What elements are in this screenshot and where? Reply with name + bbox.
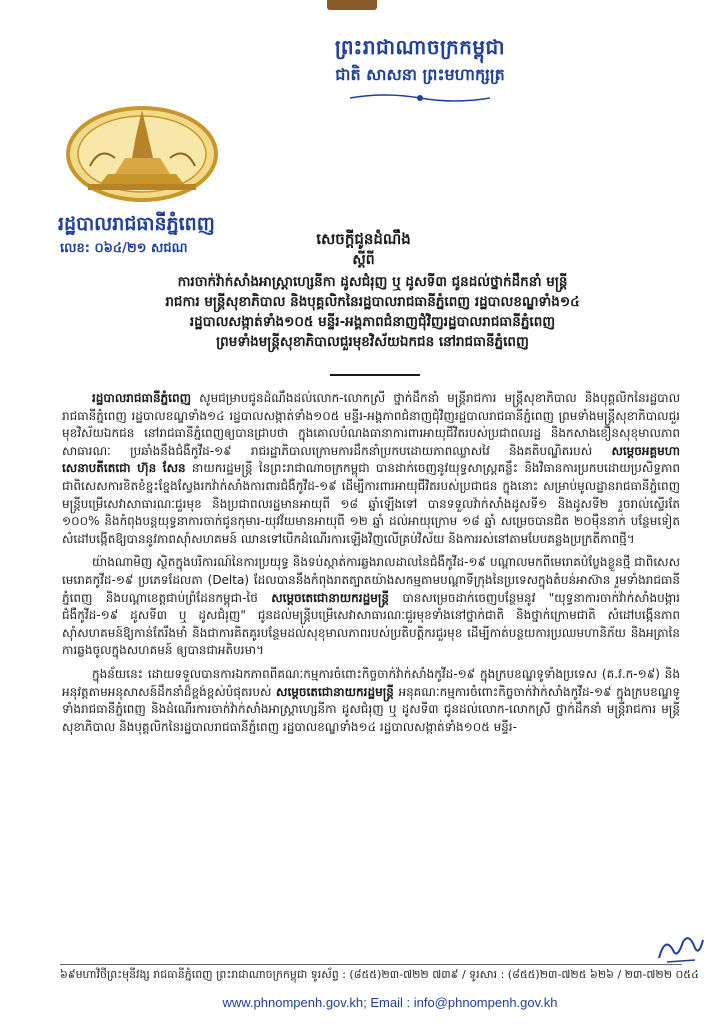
subject-line: ការចាក់វ៉ាក់សាំងអាស្ត្រាហ្សេនីកា ដូសជំរុញ ឬ ដូសទី៣ ជូនដល់ថ្នាក់ដឹកនាំ មន្ត្រី: [177, 274, 568, 290]
motto-flourish-icon: [350, 92, 490, 104]
document-about-label: ស្តីពី: [352, 252, 375, 268]
footer-divider: [60, 964, 682, 965]
paragraph-emphasis: សម្តេចអគ្គមហាសេនាបតីតេជោ ហ៊ុន សែន: [62, 443, 680, 476]
subject-line: រដ្ឋបាលសង្កាត់ទាំង១០៥ មន្ទីរ-អង្គភាពជំនាញជុំវិញរដ្ឋបាលរាជធានីភ្នំពេញ: [189, 314, 556, 330]
reference-number: លេខ: ០៦៤/២១ សជណ: [60, 241, 188, 256]
paragraph-text: បានសម្រេចដាក់ចេញបន្ថែមនូវ "យុទ្ធនាការចាក់វ៉ាក់សាំងបង្ការជំងឺកូវីដ-១៩ ដូសទី៣ ឬ ដូសជំរុញ" ជូនដល់មន្ត្រីបម្រើសេវាសាធារណៈជួរមុខទាំងនៅថ្នាក់ជាតិ និងថ្នាក់ក្រោមជាតិ សំដៅបង្កើនភាពស៊ាំសហគមន៍ឱ្យកាន់តែរឹងមាំ និងជាការគិតគូរបន្ថែមដល់សុខុមាលភាពរបស់ប្រតិបត្តិករជួរមុខ ដើម្បីកាត់បន្ថយការប្រឈមហានិភ័យ និងអត្រានៃការឆ្លងចូលក្នុងសហគមន៍ ឲ្យបានជាអតិបរមា។: [62, 590, 680, 658]
subject-divider: [330, 374, 420, 376]
paragraph-text: សូមជម្រាបជូនដំណឹងដល់លោក-លោកស្រី ថ្នាក់ដឹកនាំ មន្ត្រីរាជការ មន្ត្រីសុខាភិបាល និងបុគ្គលិកនៃរដ្ឋបាលរាជធានីភ្នំពេញ រដ្ឋបាលខណ្ឌទាំង១៤ រដ្ឋបាលសង្កាត់ទាំង១០៥ មន្ទីរ-អង្គភាពជំនាញជុំវិញរដ្ឋបាលរាជធានីភ្នំពេញ ព្រមទាំងមន្ត្រីសុខាភិបាលជួរមុខវិស័យឯកជន នៅរាជធានីភ្នំពេញឲ្យបានជ្រាបថា ក្នុងគោលបំណងធានាការពារអាយុជីវិតរបស់ប្រជាពលរដ្ឋ និងកសាងខឿនសុខុមាលភាពសាធារណៈ ប្រឆាំងនឹងជំងឺកូវីដ-១៩ រាជរដ្ឋាភិបាលក្រោមការដឹកនាំប្រកបដោយភាពឈ្លាសវៃ និងគតិបណ្ឌិតរបស់: [62, 391, 680, 458]
paragraph-text: យ៉ាងណាមិញ ស្ថិតក្នុងបរិការណ៍នៃការប្រយុទ្ធ និងទប់ស្កាត់ការឆ្លងរាលដាលនៃជំងឺកូវីដ-១៩ បណ្តាលមកពីមេរោគបំប្លែងខ្លួនថ្មី ជាពិសេសមេរោគកូវីដ-១៩ ប្រភេទដែលតា (Delta) ដែលបាននឹងកំពុងរាតត្បាតយ៉ាងសកម្មតាមបណ្តាទីក្រុងនៃប្រទេសក្នុងតំបន់អាស៊ាន រួមទាំងរាជធានីភ្នំពេញ និងបណ្តាខេត្តជាប់ព្រំដែនកម្ពុជា-ថៃ: [62, 555, 680, 605]
document-title: សេចក្តីជូនដំណឹង: [316, 230, 411, 248]
national-motto: ជាតិ សាសនា ព្រះមហាក្សត្រ: [335, 65, 505, 84]
paragraph-text: អនុគណៈកម្មការចំពោះកិច្ចចាក់វ៉ាក់សាំងកូវីដ-១៩ ក្នុងក្របខណ្ឌទូទាំងរាជធានីភ្នំពេញ និងដំណើរការចាក់វ៉ាក់សាំងអាស្ត្រាហ្សេនីកា ដូសជំរុញ ឬ ដូសទី៣ ជូនដល់លោក-លោកស្រី ថ្នាក់ដឹកនាំ មន្ត្រីរាជការ មន្ត្រីសុខាភិបាល និងបុគ្គលិកនៃរដ្ឋបាលរាជធានីភ្នំពេញ រដ្ឋបាលខណ្ឌទាំង១៤ រដ្ឋបាលសង្កាត់ទាំង១០៥ មន្ទីរ-: [62, 684, 681, 734]
kingdom-heading: ព្រះរាជាណាចក្រកម្ពុជា: [334, 35, 506, 59]
subject-line: រាជការ មន្ត្រីសុខាភិបាល និងបុគ្គលិកនៃរដ្ឋបាលរាជធានីភ្នំពេញ រដ្ឋបាលខណ្ឌទាំង១៤: [165, 294, 580, 310]
footer-address: ៦៩មហាវិថីព្រះមុនីវង្ស រាជធានីភ្នំពេញ ព្រះរាជាណាចក្រកម្ពុជា ទូរស័ព្ទ : (៨៥៥)២៣-៧២២ ៧៣៩ / ទូរសារ : (៨៥៥)២៣-៧២៥ ៦២៦ / ២៣-៧២២ ០៥៤: [60, 968, 699, 981]
issuing-authority: រដ្ឋបាលរាជធានីភ្នំពេញ: [58, 213, 215, 235]
body-paragraph-1: [62, 390, 680, 548]
top-page-mark: [327, 0, 377, 10]
phnom-penh-emblem-icon: [60, 96, 225, 206]
document-body: [62, 390, 680, 742]
initials-signature-icon: [655, 930, 705, 966]
paragraph-text: នាយករដ្ឋមន្ត្រី នៃព្រះរាជាណាចក្រកម្ពុជា បានដាក់ចេញនូវយុទ្ធសាស្ត្រគន្លឹះ និងវិធានការប្រកបដោយប្រសិទ្ធភាព ជាពិសេសការខិតខំខ្នះខ្នែងស្វែងរកវ៉ាក់សាំងការពារជំងឺកូវីដ-១៩ ដើម្បីការពារអាយុជីវិតរបស់ប្រជាជន ក្នុងនោះ សម្រាប់មូលដ្ឋានរាជធានីភ្នំពេញ មន្ត្រីបម្រើសេវាសាធារណៈជួរមុខ និងប្រជាពលរដ្ឋមានអាយុពី ១៨ ឆ្នាំឡើងទៅ បានទទួលវ៉ាក់សាំងដូសទី១ និងដូសទី២ រួចរាល់ស្ទើរតែ ១០០% និងកំពុងបន្តយុទ្ធនាការចាក់ជូនកុមារ-យុវវ័យមានអាយុពី ១២ ឆ្នាំ ដល់អាយុក្រោម ១៨ ឆ្នាំ សម្រេចបានជិត ២០ម៉ឺននាក់ បន្ថែមទៀត សំដៅបង្កើតឱ្យបាននូវភាពស៊ាំសហគមន៍ ឈានទៅបើកដំណើរការឡើងវិញលើគ្រប់វិស័យ និងការរស់នៅតាមបែបគន្លងប្រក្រតីភាពថ្មី។: [62, 461, 680, 546]
paragraph-lead: រដ្ឋបាលរាជធានីភ្នំពេញ: [92, 391, 192, 405]
subject-line: ព្រមទាំងមន្ត្រីសុខាភិបាលជួរមុខវិស័យឯកជន នៅរាជធានីភ្នំពេញ: [216, 334, 529, 350]
body-paragraph-2: [62, 554, 680, 660]
document-subject: [95, 272, 650, 352]
paragraph-text: ក្នុងន័យនេះ ដោយទទួលបានការឯកភាពពីគណៈកម្មការចំពោះកិច្ចចាក់វ៉ាក់សាំងកូវីដ-១៩ ក្នុងក្របខណ្ឌទូទាំងប្រទេស (គ.វ.ក-១៩) និងអនុវត្តតាមអនុសាសន៍ដឹកនាំដ៏ខ្ពង់ខ្ពស់បំផុតរបស់: [62, 666, 680, 699]
footer-contact-links[interactable]: www.phnompenh.gov.kh; Email : info@phnompenh.gov.kh: [222, 995, 558, 1010]
paragraph-emphasis: សម្តេចតេជោនាយករដ្ឋមន្ត្រី: [276, 684, 394, 699]
paragraph-emphasis: សម្តេចតេជោនាយករដ្ឋមន្ត្រី: [271, 590, 390, 605]
body-paragraph-3: [62, 666, 680, 736]
